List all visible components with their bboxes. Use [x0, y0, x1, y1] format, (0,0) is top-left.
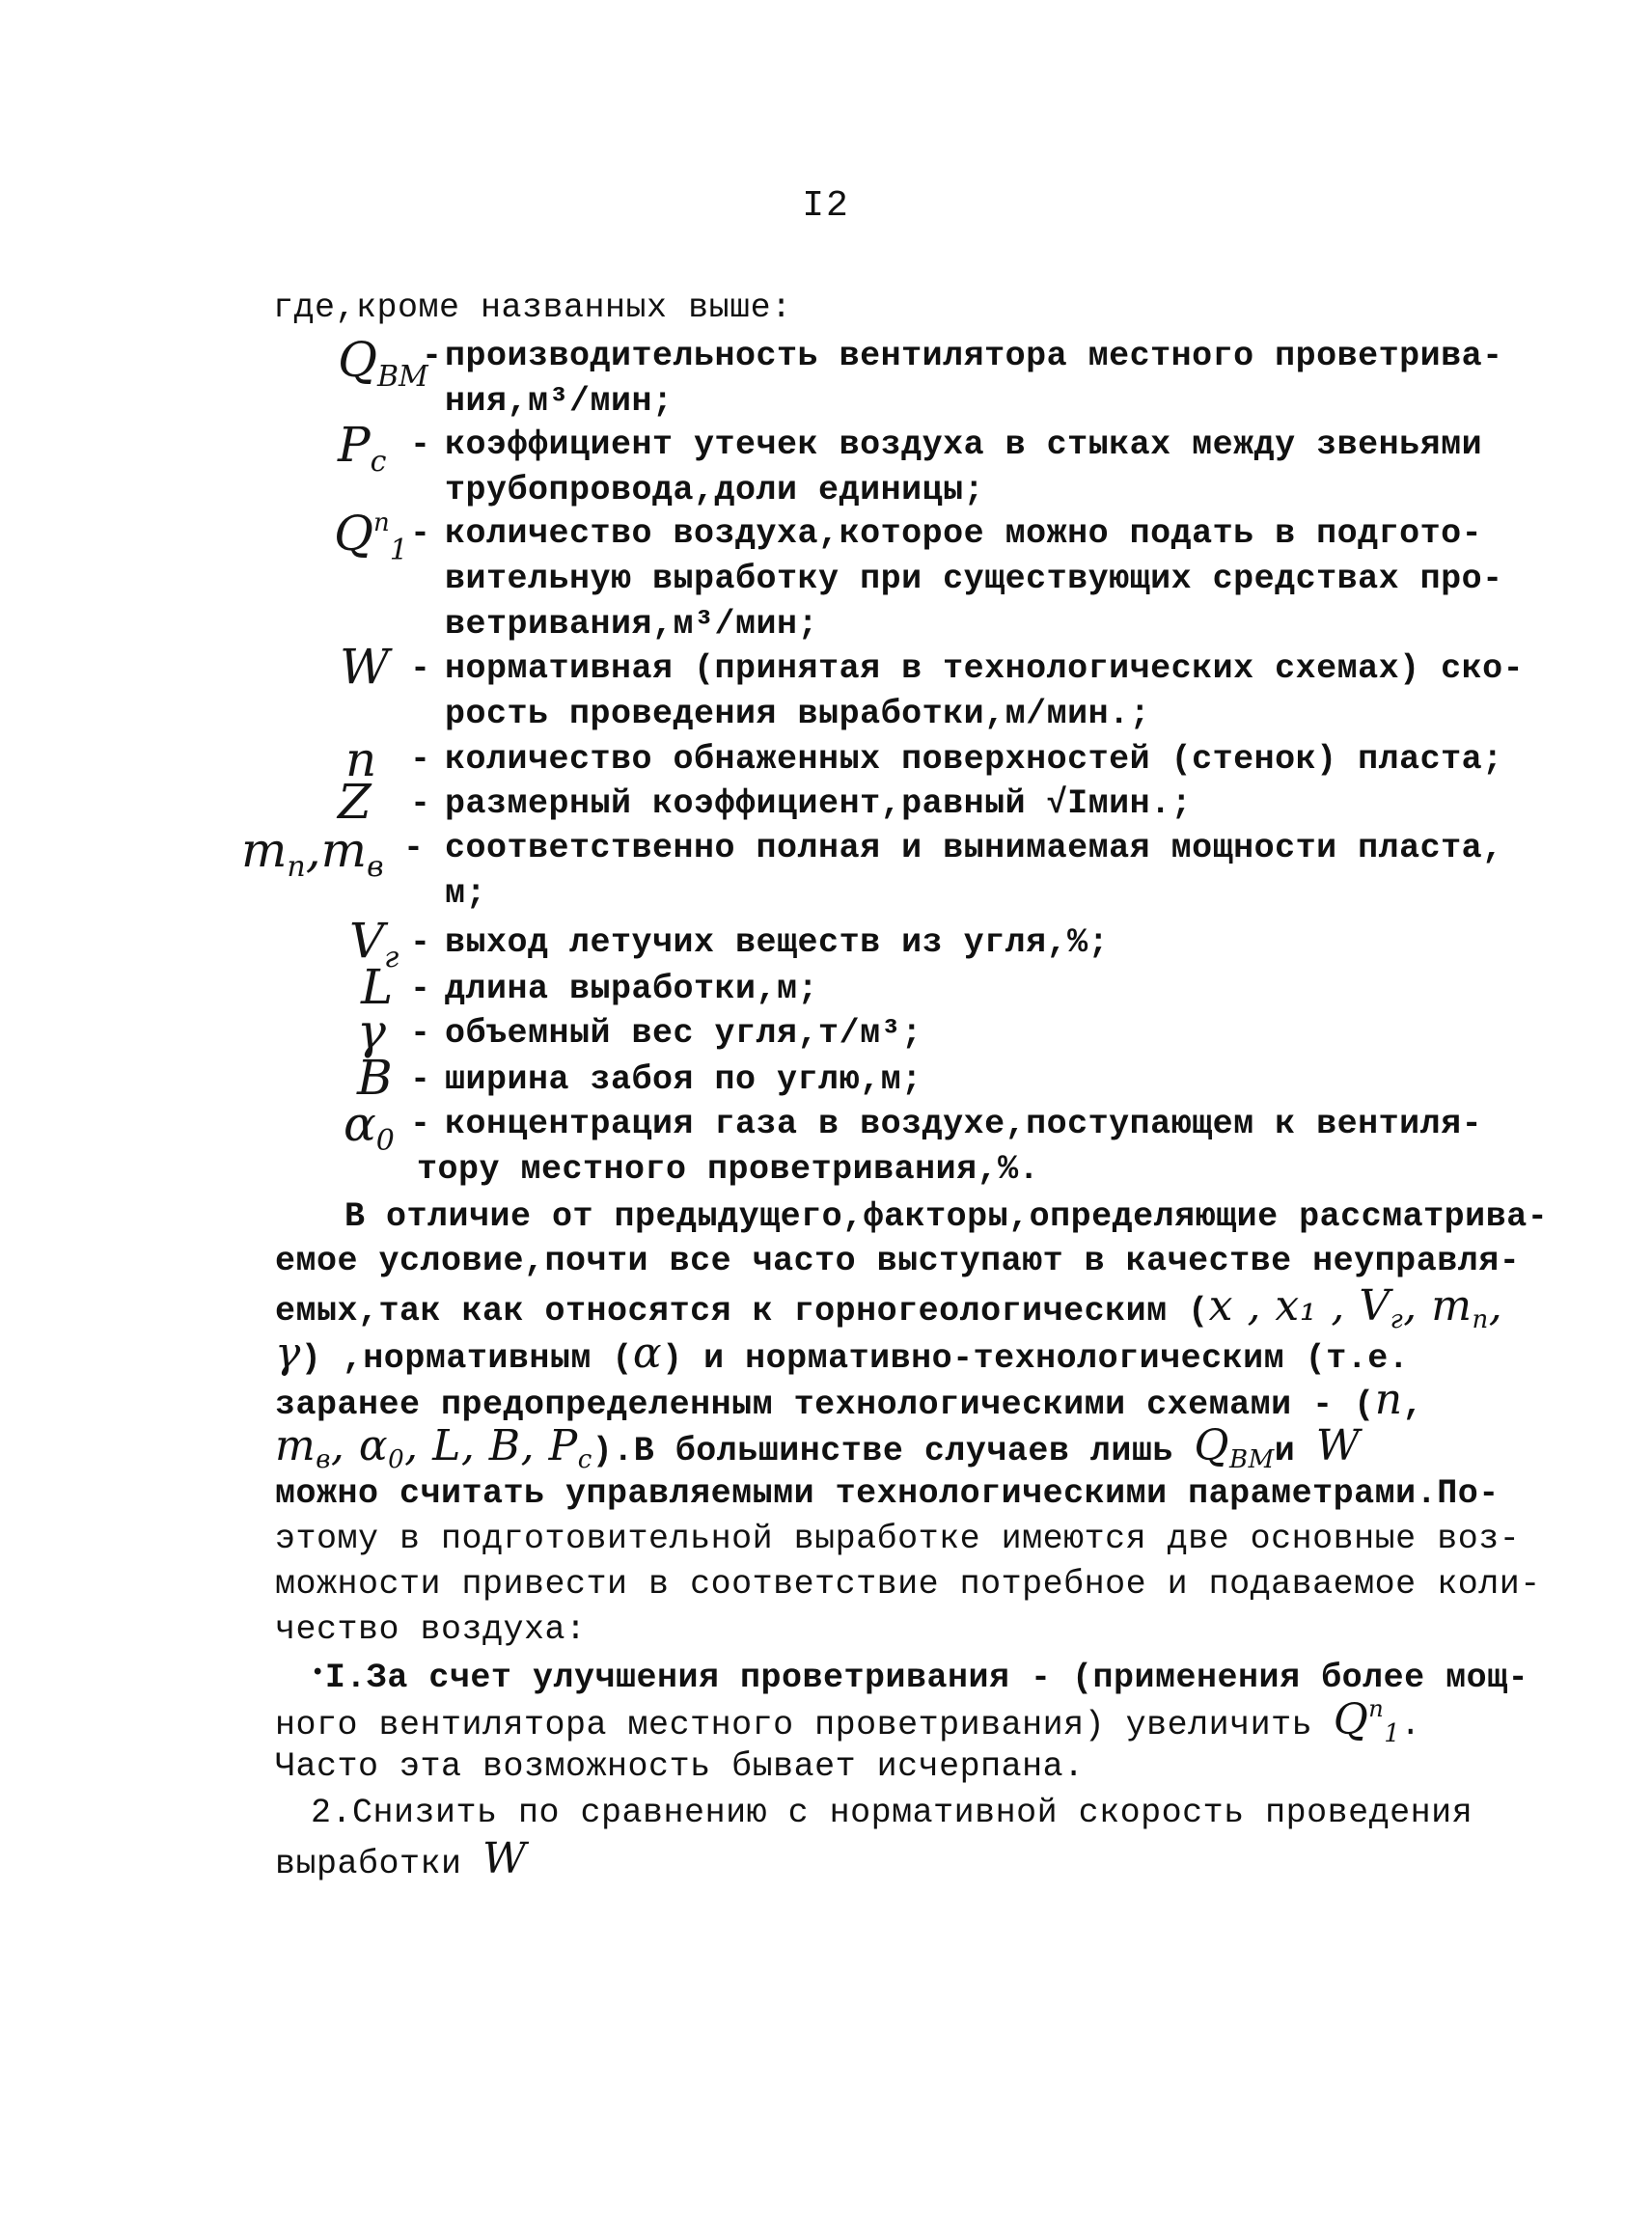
page-number: I2	[802, 185, 850, 227]
paragraph-line: этому в подготовительной выработке имеются две основные воз-	[275, 1520, 1521, 1558]
definition-text: нормативная (принятая в технологических схемах) ско-	[445, 649, 1525, 688]
symbol-l: L	[361, 959, 394, 1015]
inline-symbol-q-vm: $Q_{ВМ}$	[1194, 1421, 1275, 1474]
list-item-1: •I.За счет улучшения проветривания - (применения более мощ-	[311, 1659, 1529, 1697]
symbol-mp-mb: $m_п,m_в$	[241, 822, 384, 884]
symbol-p-c: $P_c$	[338, 417, 387, 479]
definition-dash: -	[410, 649, 431, 688]
definition-text: количество обнаженных поверхностей (стенок) пласта;	[445, 740, 1503, 779]
paragraph-line: $m_в$, $\alpha_0$, L, B, $P_c).В$ большинстве случаев лишь $Q_{ВМ}и$ W	[275, 1421, 1361, 1474]
definition-text: коэффициент утечек воздуха в стыках между звеньями	[445, 425, 1483, 464]
symbol-alpha-0: $\alpha_0$	[344, 1096, 395, 1158]
definition-dash: -	[410, 740, 431, 779]
bullet: •	[311, 1660, 325, 1687]
definition-text: выход летучих веществ из угля,%;	[445, 923, 1110, 962]
paragraph-line: можности привести в соответствие потребное и подаваемое коли-	[275, 1565, 1541, 1604]
inline-symbols-geo: x , x₁ , $V_г$, $m_п$,	[1208, 1281, 1503, 1334]
inline-symbol-n: n	[1374, 1375, 1403, 1424]
definition-text: размерный коэффициент,равный √Iмин.;	[445, 784, 1193, 823]
definition-text: количество воздуха,которое можно подать в подгото-	[445, 514, 1483, 553]
definition-dash: -	[410, 1014, 431, 1053]
paragraph-line: емых,так как относятся к горногеологическим (x , x₁ , $V_г$, $m_п$,	[275, 1281, 1503, 1334]
definition-text: объемный вес угля,т/м³;	[445, 1014, 922, 1053]
paragraph-line: можно считать управляемыми технологическими параметрами.По-	[275, 1474, 1500, 1513]
paragraph-line: γ) ,нормативным (α) и нормативно-технологическим (т.е.	[275, 1329, 1410, 1378]
definition-text: ветривания,м³/мин;	[445, 605, 819, 644]
definition-dash: -	[410, 425, 431, 464]
definition-dash: -	[403, 829, 425, 867]
inline-symbol-gamma: γ	[275, 1329, 301, 1378]
definition-text: ширина забоя по углю,м;	[445, 1060, 922, 1099]
inline-symbol-q1-p: $Q^п_1$	[1333, 1695, 1401, 1748]
symbol-n: n	[345, 731, 377, 787]
definition-dash: -	[422, 337, 443, 375]
definition-dash: -	[410, 784, 431, 823]
list-item-1-line: Часто эта возможность бывает исчерпана.	[275, 1747, 1085, 1786]
definition-dash: -	[410, 923, 431, 962]
definition-dash: -	[410, 970, 431, 1008]
symbol-gamma: γ	[357, 1003, 386, 1059]
definition-dash: -	[410, 514, 431, 553]
list-item-2-line: выработки W	[275, 1834, 527, 1883]
list-item-2: 2.Снизить по сравнению с нормативной скорость проведения	[311, 1794, 1473, 1832]
inline-symbols-tech: $m_в$, $\alpha_0$, L, B, $P_c$	[275, 1421, 592, 1474]
definition-text: рость проведения выработки,м/мин.;	[445, 695, 1151, 733]
inline-symbol-w: W	[1315, 1421, 1361, 1470]
definition-text: вительную выработку при существующих средствах про-	[445, 560, 1503, 598]
symbol-v-g: $V_г$	[349, 913, 399, 974]
paragraph-line: емое условие,почти все часто выступают в качестве неуправля-	[275, 1242, 1521, 1280]
symbol-w: W	[340, 639, 390, 695]
definition-text: м;	[445, 874, 487, 913]
definition-dash: -	[410, 1105, 431, 1143]
paragraph-line: В отличие от предыдущего,факторы,определяющие рассматрива-	[344, 1197, 1549, 1236]
symbol-q-vm: $Q_{ВМ}$	[338, 332, 428, 394]
definition-dash: -	[410, 1060, 431, 1099]
intro-line: где,кроме названных выше:	[273, 288, 792, 327]
symbol-q1-p: $Q^п_1$	[334, 506, 408, 567]
list-item-1-line: ного вентилятора местного проветривания) увеличить $Q^п_1$.	[275, 1695, 1421, 1748]
definition-text: производительность вентилятора местного проветрива-	[445, 337, 1503, 375]
paragraph-line: заранее предопределенным технологическими схемами - (n,	[275, 1375, 1424, 1424]
definition-text: длина выработки,м;	[445, 970, 819, 1008]
inline-symbol-w: W	[482, 1834, 527, 1883]
definition-text: ния,м³/мин;	[445, 382, 674, 421]
definition-text: тору местного проветривания,%.	[417, 1150, 1040, 1189]
definition-text: трубопровода,доли единицы;	[445, 471, 985, 509]
definition-text: концентрация газа в воздухе,поступающем к вентиля-	[445, 1105, 1483, 1143]
symbol-z: Z	[338, 774, 372, 830]
paragraph-line: чество воздуха:	[275, 1610, 587, 1649]
symbol-b: B	[357, 1050, 393, 1106]
inline-symbol-alpha: α	[632, 1329, 663, 1378]
definition-text: соответственно полная и вынимаемая мощности пласта,	[445, 829, 1503, 867]
